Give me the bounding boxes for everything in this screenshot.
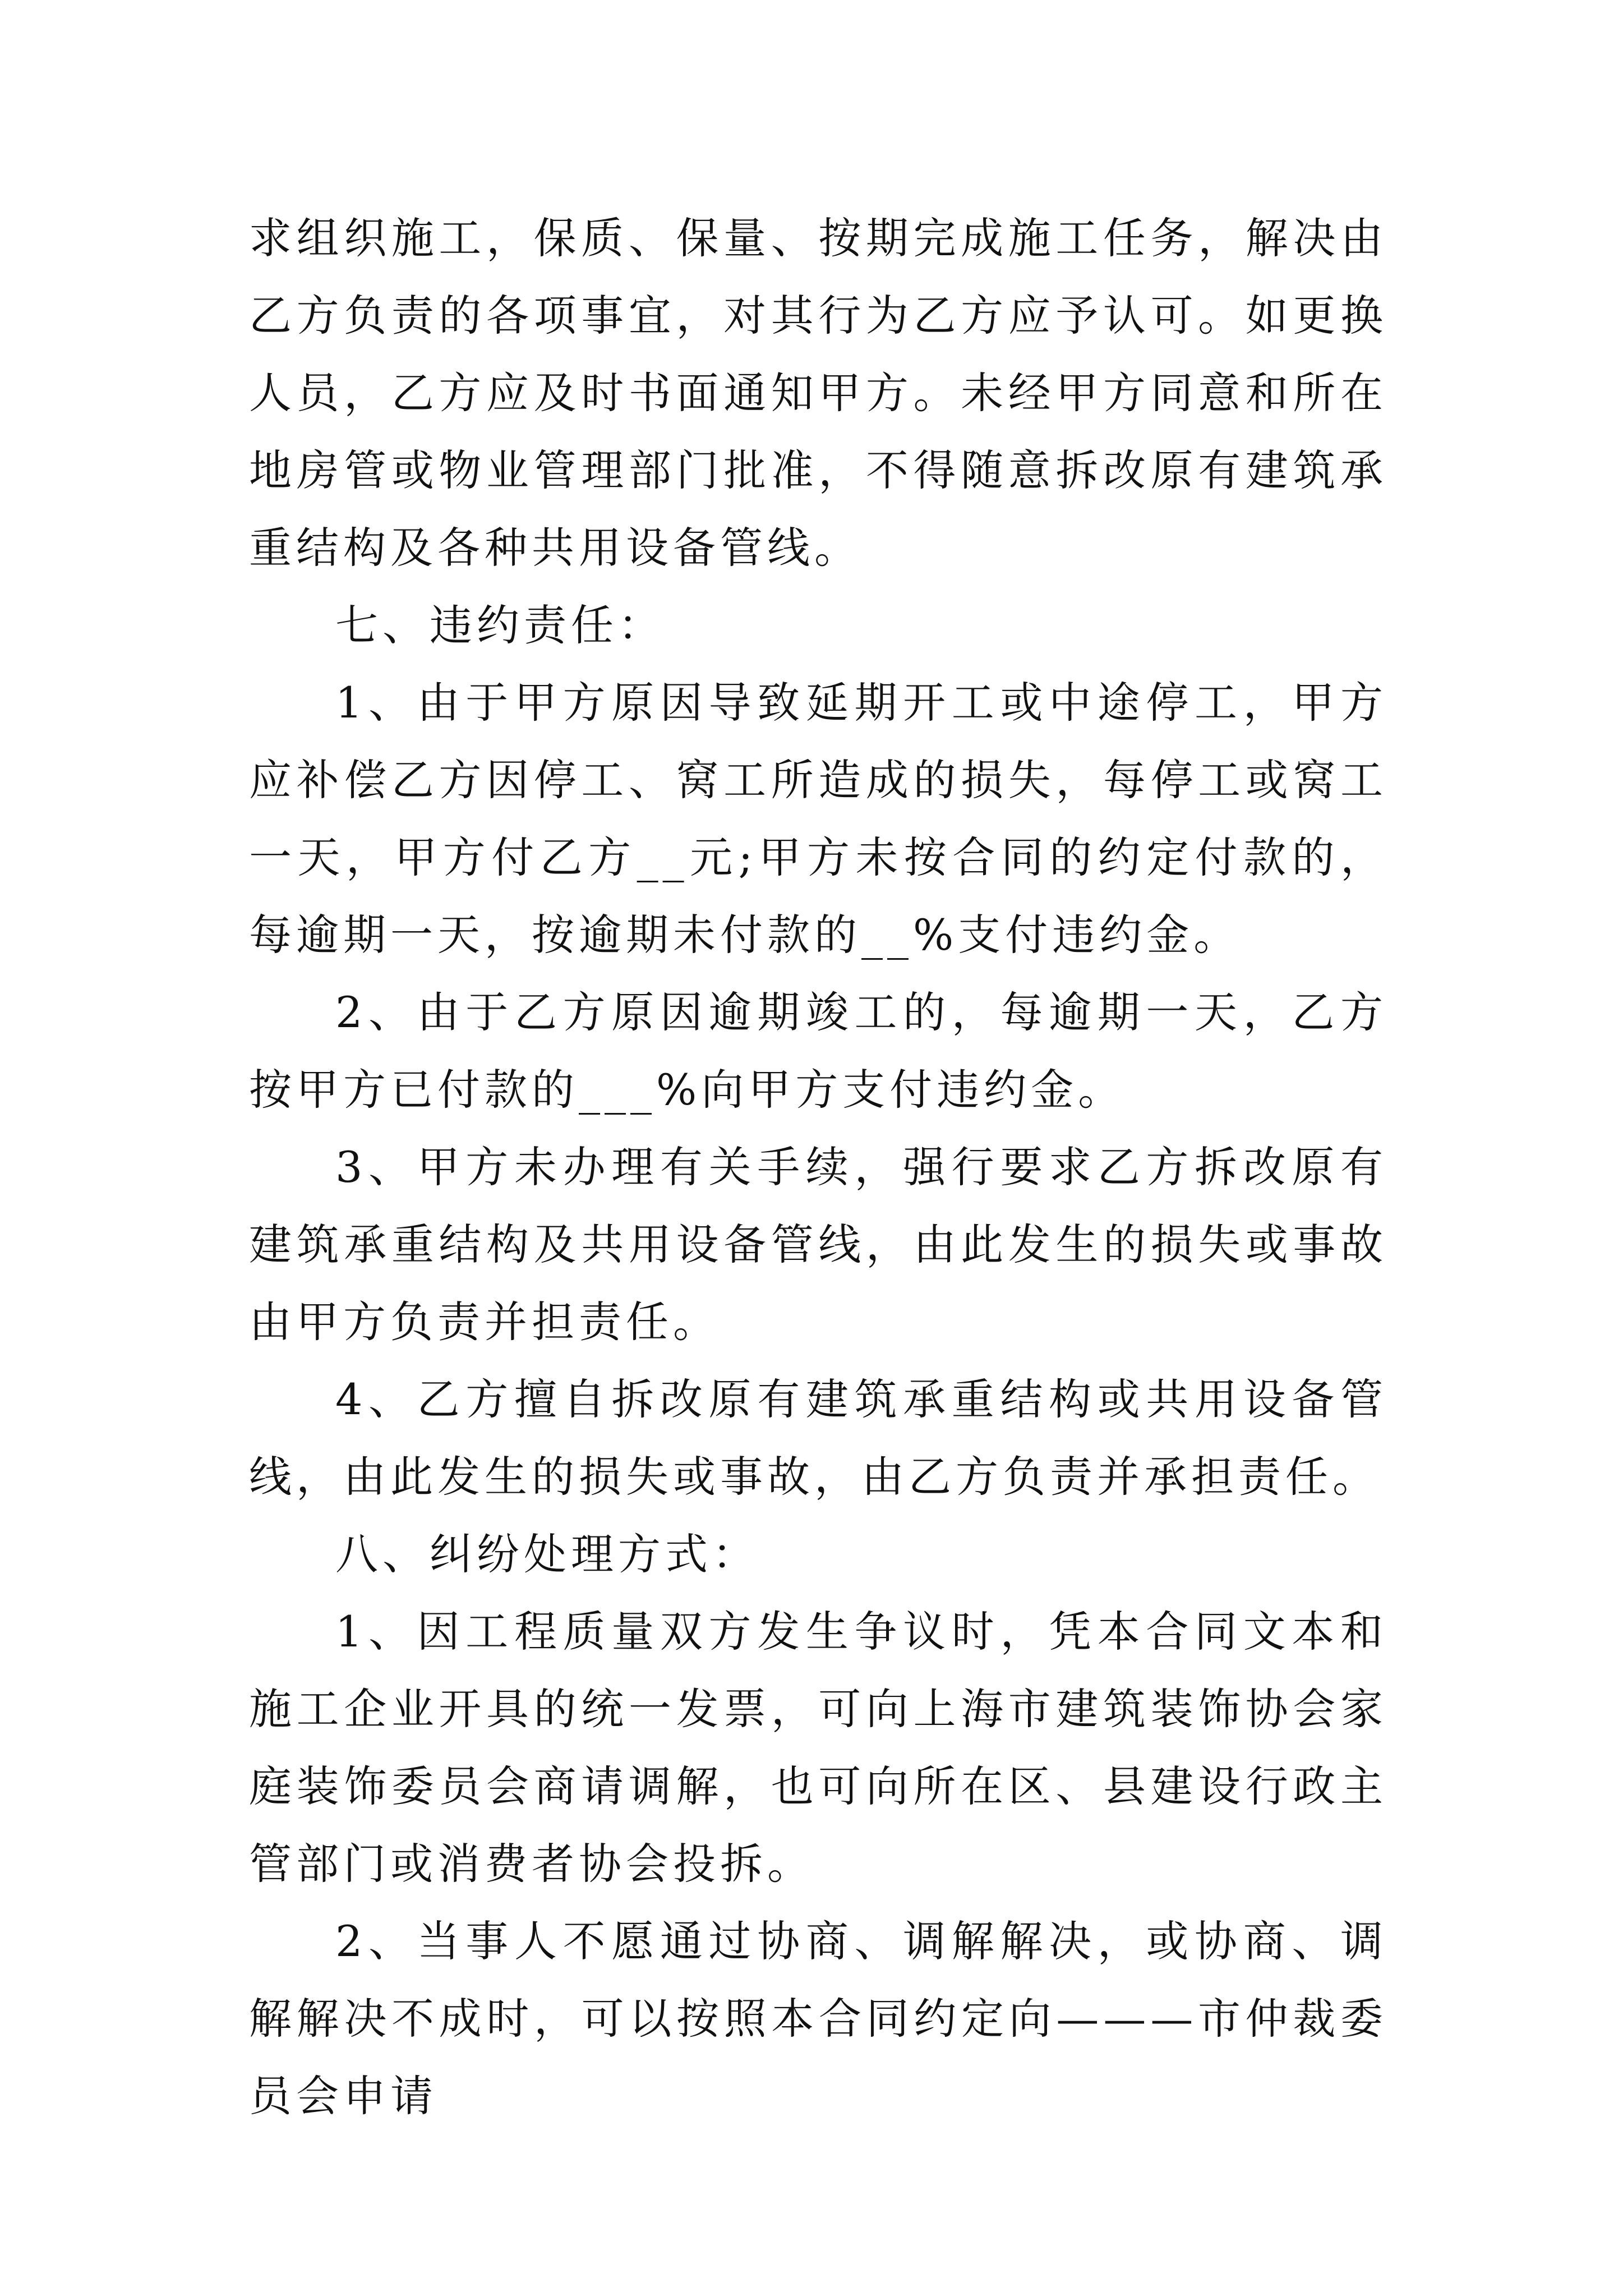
clause-7-4: 4、乙方擅自拆改原有建筑承重结构或共用设备管线，由此发生的损失或事故，由乙方负责并承担责任。 — [249, 1374, 1387, 1502]
paragraph-continuation: 求组织施工，保质、保量、按期完成施工任务，解决由乙方负责的各项事宜，对其行为乙方应予认可。如更换人员，乙方应及时书面通知甲方。未经甲方同意和所在地房管或物业管理部门批准，不得随意拆改原有建筑承重结构及各种共用设备管线。 — [249, 213, 1387, 573]
clause-7-1: 1、由于甲方原因导致延期开工或中途停工，甲方应补偿乙方因停工、窝工所造成的损失，每停工或窝工一天，甲方付乙方__元;甲方未按合同的约定付款的，每逾期一天，按逾期未付款的__%支付违约金。 — [249, 678, 1387, 960]
clause-8-2: 2、当事人不愿通过协商、调解解决，或协商、调解解决不成时，可以按照本合同约定向———市仲裁委员会申请 — [249, 1916, 1387, 2121]
clause-7-3: 3、甲方未办理有关手续，强行要求乙方拆改原有建筑承重结构及共用设备管线，由此发生的损失或事故由甲方负责并担责任。 — [249, 1142, 1387, 1347]
clause-8-1: 1、因工程质量双方发生争议时，凭本合同文本和施工企业开具的统一发票，可向上海市建筑装饰协会家庭装饰委员会商请调解，也可向所在区、县建设行政主管部门或消费者协会投拆。 — [249, 1607, 1387, 1889]
section-heading-dispute-resolution: 八、纠纷处理方式： — [335, 1529, 759, 1579]
document-body — [249, 200, 1387, 2135]
section-heading-breach-liability: 七、违约责任： — [335, 600, 665, 650]
clause-7-2: 2、由于乙方原因逾期竣工的，每逾期一天，乙方按甲方已付款的___%向甲方支付违约金。 — [249, 987, 1387, 1115]
